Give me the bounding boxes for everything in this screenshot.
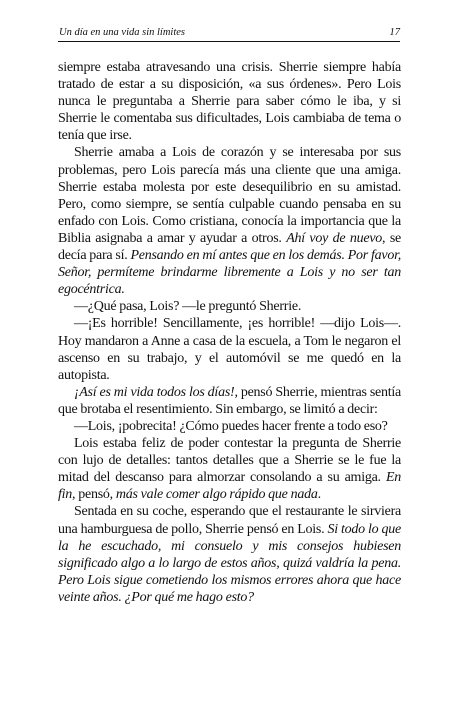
paragraph xyxy=(58,418,401,435)
text-run: , pensó Sherrie, mientras sentía que brotaba el resentimiento. Sin embargo, se limitó a decir: xyxy=(58,384,401,417)
italic-run: Ahí voy de nuevo xyxy=(286,230,383,246)
paragraph xyxy=(58,503,401,606)
italic-run: ¡Así es mi vida todos los días! xyxy=(74,384,235,400)
page-number: 17 xyxy=(389,27,400,38)
italic-run: más vale comer algo rápido que nada xyxy=(115,487,318,503)
text-run: Sherrie amaba a Lois de corazón y se interesaba por sus problemas, pero Lois parecía más una cliente que una amiga. Sherrie estaba molesta por este desequilibrio en su amistad. Pero, como siempre, se sentía culpable cuando pensaba en su enfado con Lois. Como cristiana, conocía la importancia que la Biblia asignaba a amar y ayudar a otros. xyxy=(58,145,401,246)
body-text xyxy=(58,59,401,606)
paragraph xyxy=(58,315,401,383)
running-header xyxy=(58,27,400,42)
paragraph xyxy=(58,298,401,315)
text-run: , se decía para sí. xyxy=(58,230,401,264)
text-run: . xyxy=(317,487,321,503)
paragraph xyxy=(58,384,401,418)
text-run: —¡Es horrible! Sencillamente, ¡es horrible! —dijo Lois—. Hoy mandaron a Anne a casa de la escuela, a Tom le negaron el ascenso en su trabajo, y el automóvil se me quedó en la autopista. xyxy=(58,316,401,383)
text-run: —¿Qué pasa, Lois? —le preguntó Sherrie. xyxy=(74,299,302,315)
italic-run: Pensando en mí antes que en los demás. Por favor, Señor, permíteme brindarme libremente a Lois y no ser tan egocéntrica. xyxy=(58,248,401,298)
paragraph xyxy=(58,144,401,298)
text-run: Sentada en su coche, esperando que el restaurante le sirviera una hamburguesa de pollo, Sherrie pensó en Lois. xyxy=(58,504,401,537)
running-head-title: Un día en una vida sin límites xyxy=(59,27,185,38)
text-run: —Lois, ¡pobrecita! ¿Cómo puedes hacer frente a todo eso? xyxy=(74,418,388,434)
text-run: Lois estaba feliz de poder contestar la pregunta de Sherrie con lujo de detalles: tantos detalles que a Sherrie se le fue la mitad del descanso para almorzar consolando a su amiga. xyxy=(58,436,401,486)
italic-run: En fin xyxy=(58,470,401,503)
italic-run: Si todo lo que la he escuchado, mi consuelo y mis consejos hubiesen significado algo a lo largo de estos años, quizá valdría la pena. Pero Lois sigue cometiendo los mismos errores ahora que hace veinte años. ¿Por qué me hago esto? xyxy=(58,521,402,605)
paragraph xyxy=(58,59,401,144)
paragraph xyxy=(58,435,401,503)
text-run: , pensó, xyxy=(72,487,116,503)
text-run: siempre estaba atravesando una crisis. Sherrie siempre había tratado de estar a su disposición, «a sus órdenes». Pero Lois nunca le preguntaba a Sherrie para saber cómo le iba, y si Sherrie le comentaba sus dificultades, Lois cambiaba de tema o tenía que irse. xyxy=(58,60,401,144)
